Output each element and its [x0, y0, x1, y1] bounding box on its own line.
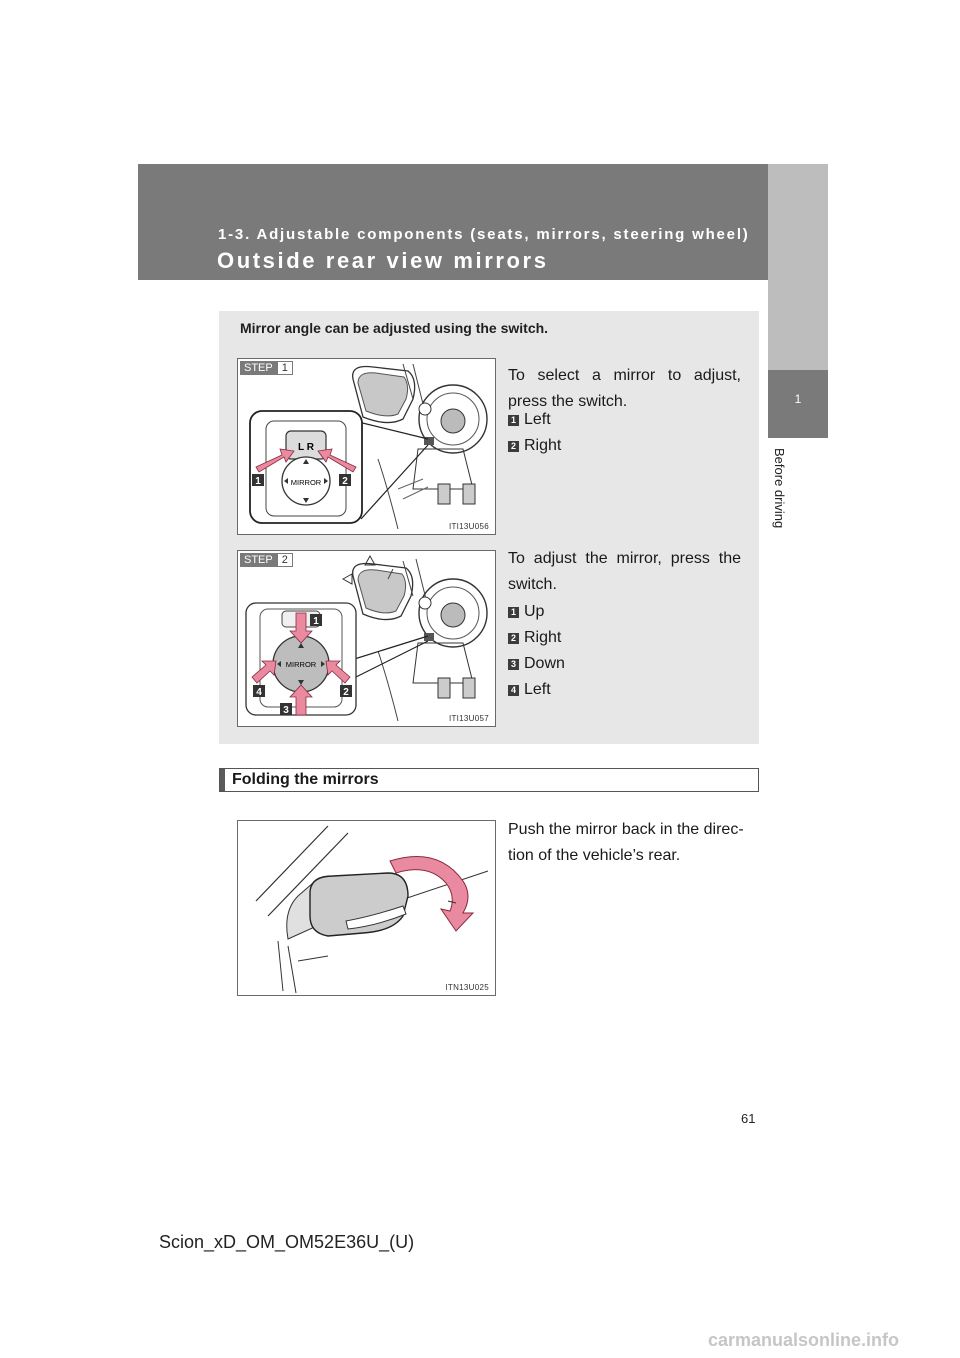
option-item [508, 651, 565, 677]
option-label: Left [524, 681, 551, 698]
option-item [508, 433, 561, 459]
svg-text:1: 1 [255, 476, 261, 487]
number-badge: 1 [508, 415, 519, 426]
figure-code: ITI13U057 [448, 714, 489, 723]
svg-text:2: 2 [342, 476, 348, 487]
svg-text:1: 1 [313, 616, 319, 627]
option-item [508, 677, 565, 703]
figure-code: ITN13U025 [445, 983, 489, 992]
svg-text:2: 2 [343, 687, 349, 698]
chapter-label: Before driving [772, 448, 787, 529]
document-code: Scion_xD_OM_OM52E36U_(U) [159, 1232, 415, 1252]
lr-knob-label: L R [298, 442, 314, 453]
section-heading [219, 768, 759, 792]
step2-text: To adjust the mirror, press the switch. [508, 550, 741, 593]
svg-text:3: 3 [283, 705, 289, 716]
step2-figure [237, 550, 496, 727]
number-badge: 4 [508, 685, 519, 696]
mirror-switch-label: MIRROR [290, 478, 322, 487]
svg-text:4: 4 [256, 687, 262, 698]
chapter-number: 1 [794, 392, 802, 406]
option-label: Up [524, 603, 545, 620]
figure-code: ITI13U056 [448, 522, 489, 531]
option-label: Right [524, 629, 562, 646]
option-label: Right [524, 437, 562, 454]
chapter-header [138, 164, 823, 280]
mirror-adjust-illustration [238, 551, 495, 726]
step-number: 2 [277, 553, 293, 567]
folding-text: Push the mirror back in the direc-tion of the vehicle’s rear. [508, 821, 744, 864]
number-badge: 1 [508, 607, 519, 618]
option-item [508, 407, 561, 433]
number-badge: 3 [508, 659, 519, 670]
watermark: carmanualsonline.info [708, 1330, 900, 1350]
option-item [508, 625, 565, 651]
step-number: 1 [277, 361, 293, 375]
step1-text: To select a mirror to adjust, press the switch. [508, 367, 741, 410]
mirror-switch-label: MIRROR [285, 660, 317, 669]
option-label: Down [524, 655, 565, 672]
step-word: STEP [240, 553, 277, 567]
heading-accent [220, 769, 225, 791]
option-item [508, 599, 565, 625]
mirror-switch-illustration [238, 359, 495, 534]
step1-figure [237, 358, 496, 535]
section-heading-text: Folding the mirrors [232, 771, 379, 788]
step2-options [508, 599, 565, 703]
section-label: 1-3. Adjustable components (seats, mirrors, steering wheel) [218, 226, 750, 243]
number-badge: 2 [508, 633, 519, 644]
number-badge: 2 [508, 441, 519, 452]
folding-figure [237, 820, 496, 996]
page-title: Outside rear view mirrors [217, 248, 549, 273]
option-label: Left [524, 411, 551, 428]
step1-options [508, 407, 561, 459]
intro-text: Mirror angle can be adjusted using the switch. [240, 320, 549, 336]
step-word: STEP [240, 361, 277, 375]
page-number: 61 [741, 1111, 756, 1126]
folding-mirror-illustration [238, 821, 495, 995]
